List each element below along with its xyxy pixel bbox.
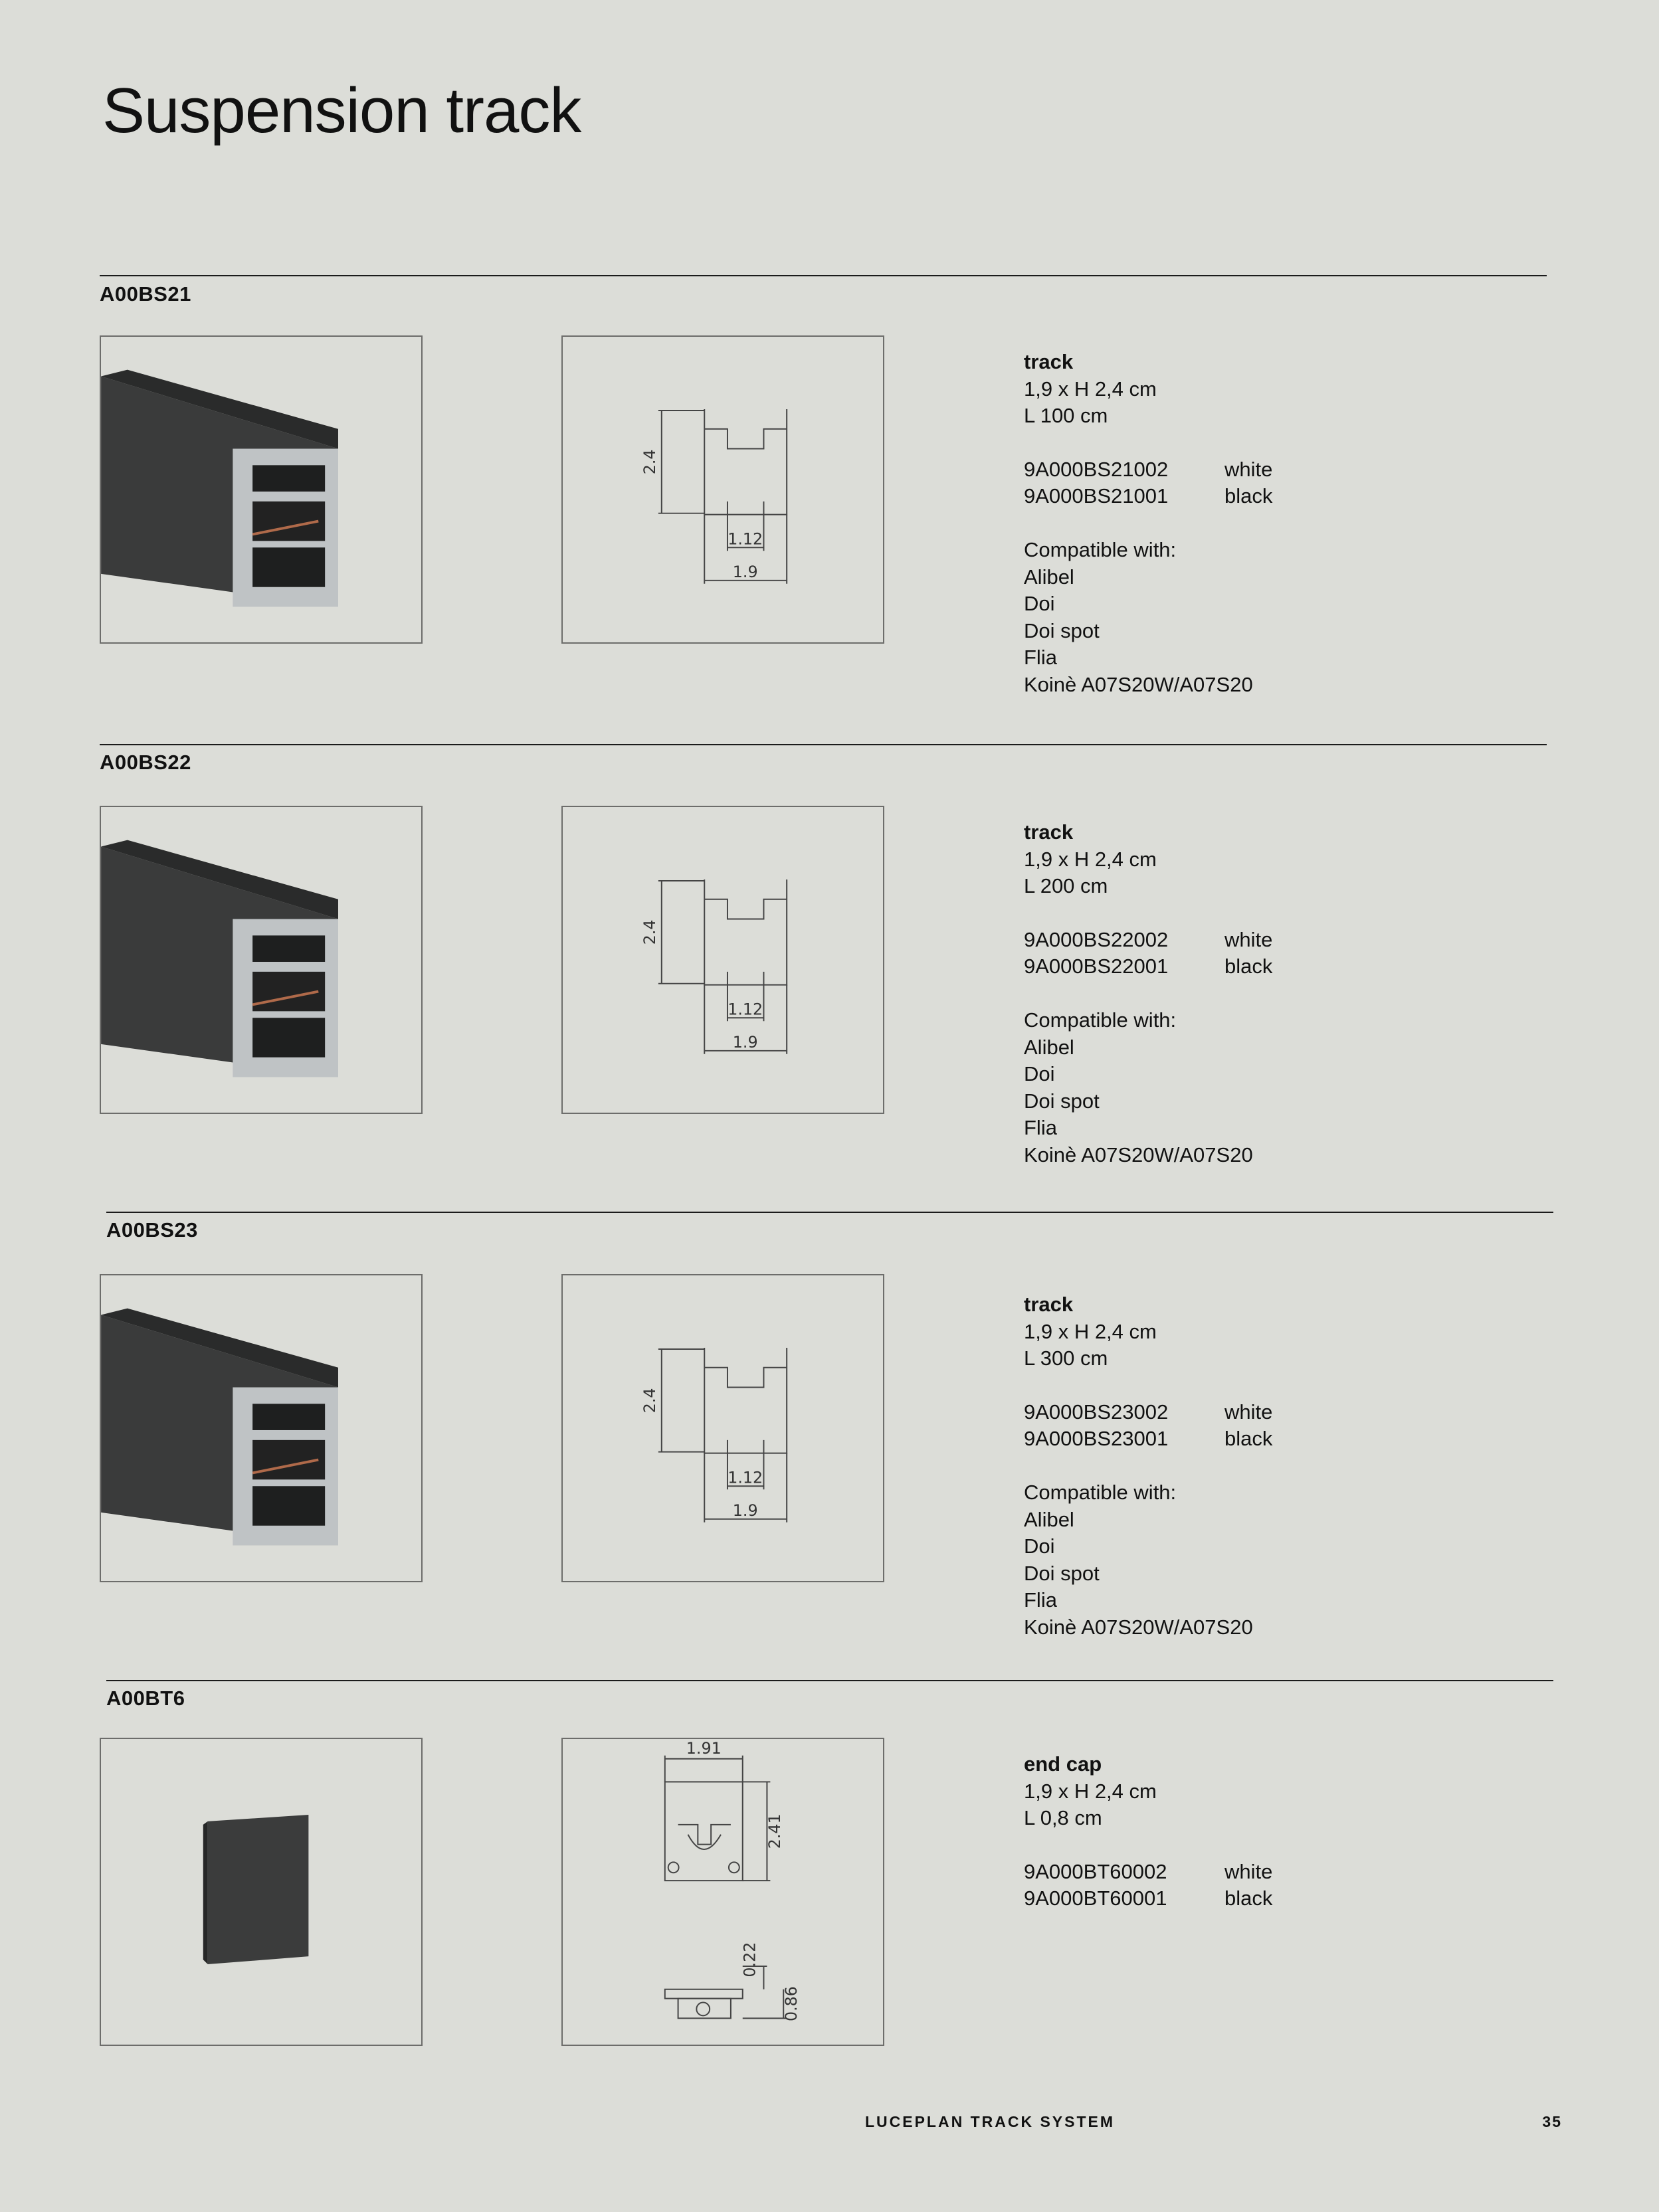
compatible-item: Doi — [1024, 1534, 1055, 1558]
variant-row — [1024, 953, 1489, 980]
technical-drawing — [561, 1274, 884, 1582]
variant-code: 9A000BT60001 — [1024, 1887, 1167, 1910]
compatible-item: Flia — [1024, 1588, 1057, 1612]
variant-color: black — [1224, 1427, 1273, 1451]
product-size: 1,9 x H 2,4 cm — [1024, 847, 1157, 871]
product-type: end cap — [1024, 1752, 1102, 1776]
product-specs — [1024, 349, 1489, 699]
technical-drawing — [561, 806, 884, 1114]
product-length: L 200 cm — [1024, 874, 1108, 898]
product-code: A00BS21 — [100, 282, 191, 306]
compatible-item: Flia — [1024, 1116, 1057, 1140]
variant-code: 9A000BS22001 — [1024, 955, 1169, 978]
section-divider — [100, 275, 1547, 276]
compatible-item: Koinè A07S20W/A07S20 — [1024, 672, 1253, 696]
product-type: track — [1024, 350, 1074, 373]
product-length: L 0,8 cm — [1024, 1806, 1102, 1830]
product-photo — [100, 806, 423, 1114]
product-specs — [1024, 1291, 1489, 1641]
product-size: 1,9 x H 2,4 cm — [1024, 1779, 1157, 1803]
compatible-item: Doi spot — [1024, 618, 1100, 642]
technical-drawing — [561, 1738, 884, 2046]
product-size: 1,9 x H 2,4 cm — [1024, 1319, 1157, 1343]
compatible-item: Koinè A07S20W/A07S20 — [1024, 1143, 1253, 1166]
compatible-heading: Compatible with: — [1024, 1008, 1177, 1032]
product-photo — [100, 1274, 423, 1582]
product-code: A00BS22 — [100, 751, 191, 774]
compatible-heading: Compatible with: — [1024, 537, 1177, 561]
dimension-width: 1.9 — [732, 1032, 758, 1052]
compatible-item: Doi spot — [1024, 1561, 1100, 1585]
compatible-item: Alibel — [1024, 1035, 1074, 1059]
compatible-heading: Compatible with: — [1024, 1480, 1177, 1504]
variant-color: black — [1224, 484, 1273, 508]
page-number: 35 — [1542, 2113, 1562, 2130]
compatible-item: Doi — [1024, 592, 1055, 616]
variant-row — [1024, 456, 1489, 484]
variant-row — [1024, 1426, 1489, 1453]
dimension-inner: 1.12 — [728, 1000, 763, 1019]
product-type: track — [1024, 1293, 1074, 1316]
dimension-height: 2.4 — [640, 1388, 659, 1414]
dimension-height: 2.4 — [640, 449, 659, 475]
variant-code: 9A000BS21001 — [1024, 484, 1169, 508]
compatible-item: Doi — [1024, 1062, 1055, 1086]
product-code: A00BT6 — [106, 1687, 185, 1710]
variant-color: black — [1224, 955, 1273, 978]
technical-drawing — [561, 335, 884, 644]
variant-row — [1024, 1885, 1489, 1912]
dimension-inner: 1.12 — [728, 529, 763, 549]
variant-code: 9A000BT60002 — [1024, 1859, 1167, 1883]
product-specs — [1024, 1751, 1489, 1912]
variant-code: 9A000BS23001 — [1024, 1427, 1169, 1451]
section-divider — [100, 744, 1547, 745]
variant-color: white — [1224, 1859, 1273, 1883]
footer-title: LUCEPLAN TRACK SYSTEM — [864, 2113, 1116, 2130]
variant-code: 9A000BS22002 — [1024, 927, 1169, 951]
variant-color: white — [1224, 457, 1273, 481]
variant-color: black — [1224, 1887, 1273, 1910]
compatible-item: Alibel — [1024, 1507, 1074, 1531]
compatible-item: Alibel — [1024, 565, 1074, 589]
product-specs — [1024, 819, 1489, 1169]
dimension-width: 1.91 — [686, 1739, 722, 1758]
dimension-inner: 1.12 — [728, 1468, 763, 1487]
dimension-height: 2.4 — [640, 919, 659, 945]
section-divider — [106, 1680, 1553, 1681]
product-size: 1,9 x H 2,4 cm — [1024, 377, 1157, 401]
variant-color: white — [1224, 1400, 1273, 1424]
compatible-item: Flia — [1024, 646, 1057, 670]
variant-code: 9A000BS23002 — [1024, 1400, 1169, 1424]
section-divider — [106, 1212, 1553, 1213]
variant-color: white — [1224, 927, 1273, 951]
compatible-item: Doi spot — [1024, 1089, 1100, 1113]
product-code: A00BS23 — [106, 1218, 198, 1242]
page-title: Suspension track — [102, 75, 581, 146]
dimension-height: 2.41 — [765, 1813, 785, 1849]
product-photo — [100, 335, 423, 644]
compatible-item: Koinè A07S20W/A07S20 — [1024, 1615, 1253, 1639]
variant-row — [1024, 1859, 1489, 1886]
product-length: L 300 cm — [1024, 1346, 1108, 1370]
variant-code: 9A000BS21002 — [1024, 457, 1169, 481]
variant-row — [1024, 1399, 1489, 1426]
dimension-width: 1.9 — [732, 562, 758, 581]
variant-row — [1024, 927, 1489, 954]
dimension-width: 1.9 — [732, 1501, 758, 1520]
dimension-depth: 0.86 — [782, 1986, 801, 2022]
variant-row — [1024, 483, 1489, 510]
dimension-tab: 0.22 — [740, 1942, 759, 1978]
product-type: track — [1024, 820, 1074, 844]
product-length: L 100 cm — [1024, 404, 1108, 428]
product-photo — [100, 1738, 423, 2046]
